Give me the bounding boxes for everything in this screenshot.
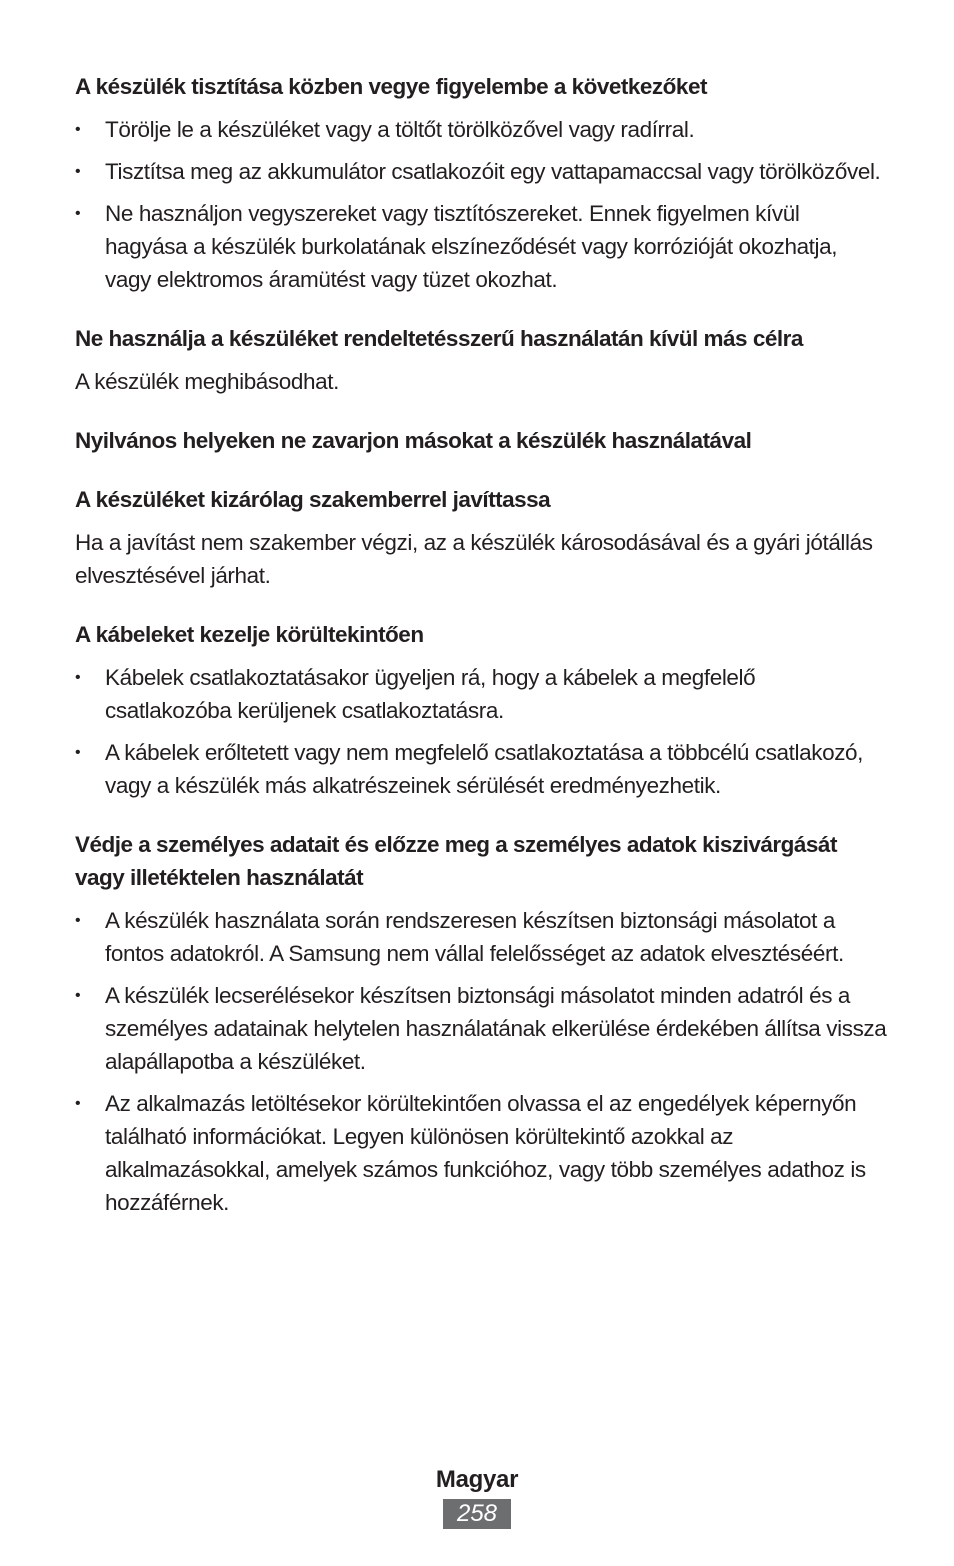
list-item (75, 155, 887, 188)
list-item-text: Tisztítsa meg az akkumulátor csatlakozóit egy vattapamaccsal vagy törölközővel. (105, 159, 881, 184)
page-footer (0, 1463, 954, 1529)
section-repair (75, 483, 887, 592)
section-paragraph: Ha a javítást nem szakember végzi, az a készülék károsodásával és a gyári jótállás elvesztésével járhat. (75, 530, 873, 588)
list-item-text: Ne használjon vegyszereket vagy tisztítószereket. Ennek figyelmen kívül hagyása a készülék burkolatának elszíneződését vagy korrózióját okozhatja, vagy elektromos áramütést vagy tüzet okozhat. (105, 201, 838, 292)
list-item-text: Az alkalmazás letöltésekor körültekintően olvassa el az engedélyek képernyőn található információkat. Legyen különösen körültekintő azokkal az alkalmazásokkal, amelyek számos funkcióhoz, vagy több személyes adathoz is hozzáférnek. (105, 1091, 866, 1215)
bullet-icon: • (75, 121, 81, 138)
document-body (75, 70, 887, 1245)
bullet-list (75, 904, 887, 1219)
section-personal-data (75, 828, 887, 1219)
list-item (75, 904, 887, 970)
list-item (75, 1087, 887, 1219)
list-item-text: A kábelek erőltetett vagy nem megfelelő csatlakoztatása a többcélú csatlakozó, vagy a készülék más alkatrészeinek sérülését eredményezhetik. (105, 740, 864, 798)
section-heading: A készülék tisztítása közben vegye figyelembe a következőket (75, 74, 707, 99)
page-number: 258 (443, 1499, 511, 1529)
footer-language: Magyar (435, 1466, 519, 1493)
section-cleaning (75, 70, 887, 296)
section-heading: Védje a személyes adatait és előzze meg a személyes adatok kiszivárgását vagy illetéktelen használatát (75, 832, 837, 890)
list-item (75, 979, 887, 1078)
bullet-icon: • (75, 669, 81, 686)
section-heading: Nyilvános helyeken ne zavarjon másokat a készülék használatával (75, 428, 752, 453)
bullet-list (75, 113, 887, 296)
bullet-icon: • (75, 205, 81, 222)
list-item (75, 113, 887, 146)
bullet-list (75, 661, 887, 802)
list-item (75, 197, 887, 296)
section-cables (75, 618, 887, 802)
section-paragraph: A készülék meghibásodhat. (75, 369, 339, 394)
bullet-icon: • (75, 744, 81, 761)
list-item (75, 661, 887, 727)
bullet-icon: • (75, 163, 81, 180)
list-item-text: Törölje le a készüléket vagy a töltőt törölközővel vagy radírral. (105, 117, 695, 142)
section-public-places (75, 424, 887, 457)
bullet-icon: • (75, 912, 81, 929)
bullet-icon: • (75, 987, 81, 1004)
section-heading: A készüléket kizárólag szakemberrel javíttassa (75, 487, 551, 512)
bullet-icon: • (75, 1095, 81, 1112)
section-heading: A kábeleket kezelje körültekintően (75, 622, 424, 647)
section-intended-use (75, 322, 887, 398)
list-item (75, 736, 887, 802)
list-item-text: A készülék használata során rendszeresen készítsen biztonsági másolatot a fontos adatokról. A Samsung nem vállal felelősséget az adatok elvesztéséért. (105, 908, 844, 966)
list-item-text: Kábelek csatlakoztatásakor ügyeljen rá, hogy a kábelek a megfelelő csatlakozóba kerüljenek csatlakoztatásra. (105, 665, 756, 723)
list-item-text: A készülék lecserélésekor készítsen biztonsági másolatot minden adatról és a személyes adatainak helytelen használatának elkerülése érdekében állítsa vissza alapállapotba a készüléket. (105, 983, 887, 1074)
section-heading: Ne használja a készüléket rendeltetésszerű használatán kívül más célra (75, 326, 803, 351)
